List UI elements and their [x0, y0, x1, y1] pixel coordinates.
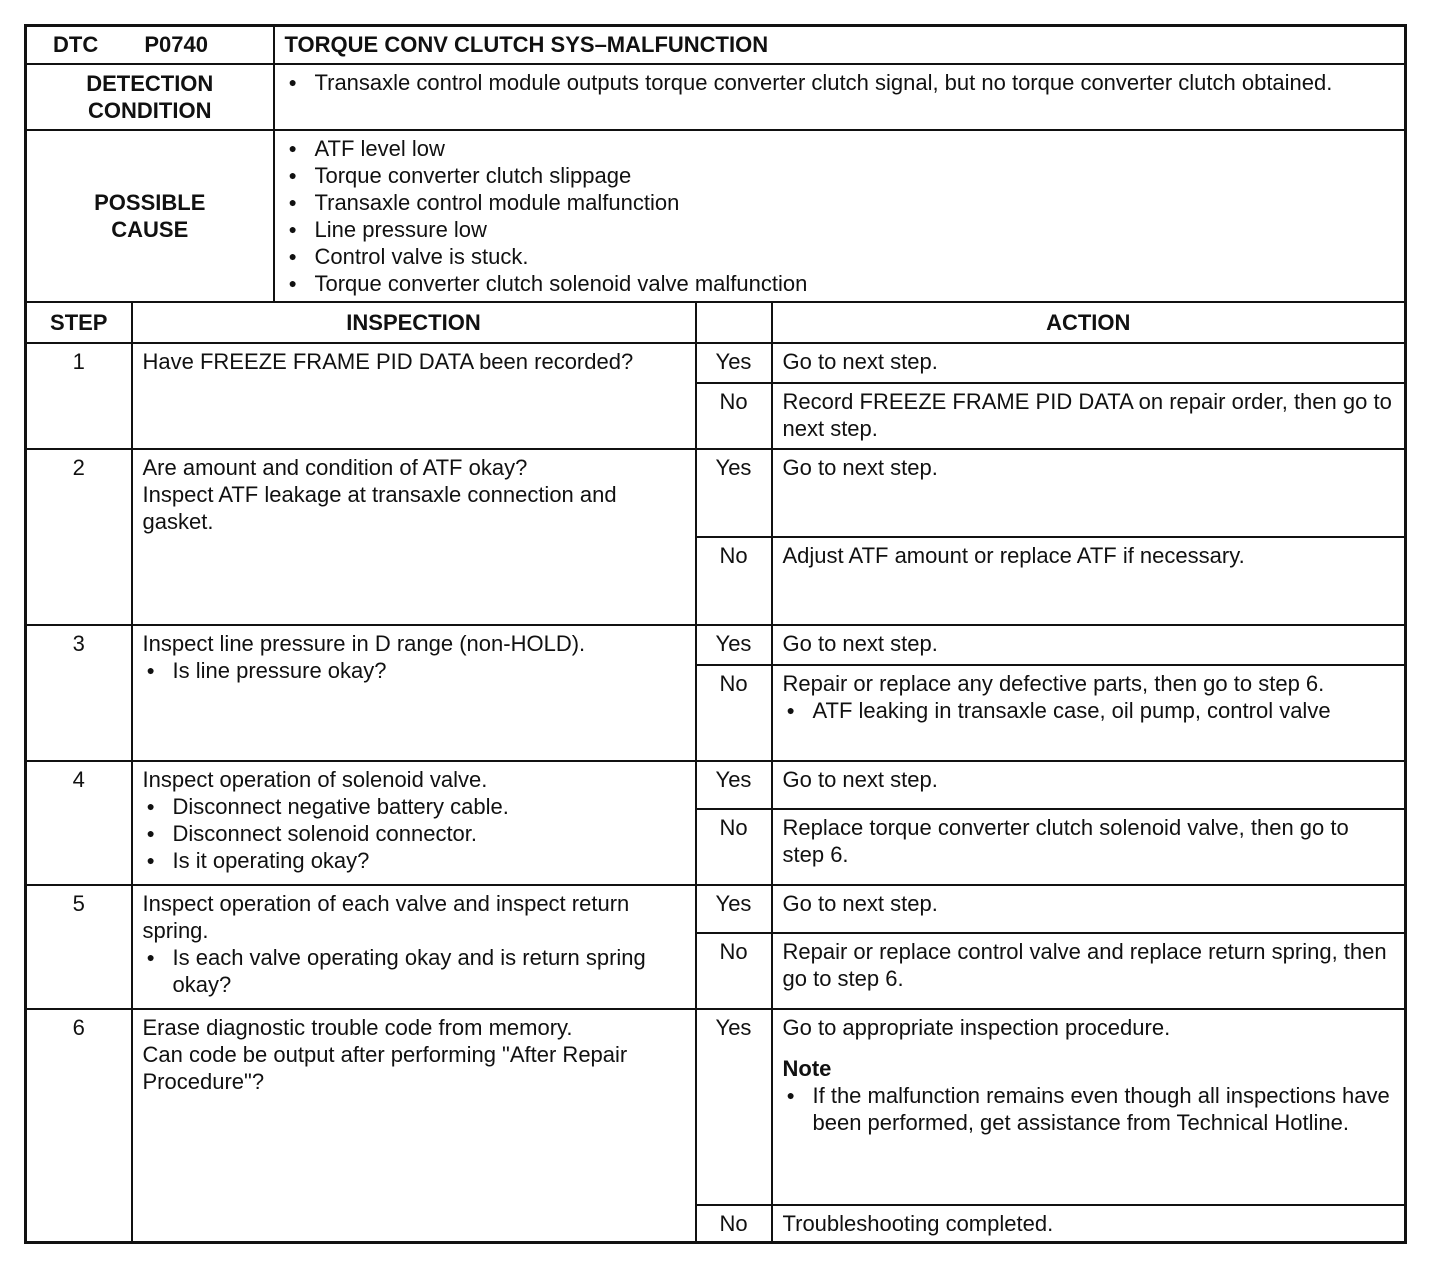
- yes-label: Yes: [696, 625, 772, 665]
- note-bullet: ● If the malfunction remains even though all inspections have been performed, get assistance from Technical Hotline.: [783, 1082, 1395, 1136]
- step-number: 1: [26, 343, 132, 449]
- possible-cause-item: ● Torque converter clutch solenoid valve malfunction: [285, 270, 1395, 297]
- yes-label: Yes: [696, 761, 772, 809]
- no-label: No: [696, 383, 772, 449]
- inspection-bullet: ● Is line pressure okay?: [143, 657, 685, 684]
- inspection-text: Inspect operation of solenoid valve.: [142, 766, 488, 792]
- detection-condition-label: DETECTION CONDITION: [26, 64, 274, 130]
- inspection-text: Erase diagnostic trouble code from memory.: [142, 1014, 573, 1040]
- inspection-text: Are amount and condition of ATF okay?: [142, 454, 528, 480]
- yes-action: [772, 625, 1406, 665]
- steps-body: [26, 343, 1406, 1243]
- inspection-text: Can code be output after performing "After Repair Procedure"?: [142, 1041, 628, 1094]
- possible-cause-item: ● Transaxle control module malfunction: [285, 189, 1395, 216]
- dtc-table: [24, 24, 1407, 1244]
- yes-action: [772, 1009, 1406, 1205]
- dtc-title: TORQUE CONV CLUTCH SYS–MALFUNCTION: [274, 26, 1406, 64]
- no-action: [772, 933, 1406, 1009]
- yes-label: Yes: [696, 885, 772, 933]
- possible-cause-item: ● Control valve is stuck.: [285, 243, 1395, 270]
- yes-action: [772, 885, 1406, 933]
- no-action: [772, 809, 1406, 885]
- step-inspection: [132, 1009, 696, 1243]
- inspection-bullets: [143, 944, 685, 998]
- no-action-text: Replace torque converter clutch solenoid valve, then go to step 6.: [782, 814, 1349, 867]
- detection-condition-cell: [274, 64, 1406, 130]
- possible-cause-cell: [274, 130, 1406, 302]
- col-result-header: [696, 302, 772, 343]
- no-action-text: Repair or replace control valve and replace return spring, then go to step 6.: [782, 938, 1387, 991]
- yes-action-text: Go to next step.: [782, 348, 938, 374]
- yes-action-text: Go to next step.: [782, 766, 938, 792]
- yes-action-text: Go to next step.: [782, 454, 938, 480]
- yes-label: Yes: [696, 1009, 772, 1205]
- step-inspection: [132, 343, 696, 449]
- inspection-text: Inspect line pressure in D range (non-HOLD).: [142, 630, 586, 656]
- no-action-text: Repair or replace any defective parts, then go to step 6.: [782, 670, 1325, 696]
- col-step-header: STEP: [26, 302, 132, 343]
- note-bullets: [783, 1082, 1395, 1136]
- no-action-bullet: ● ATF leaking in transaxle case, oil pump, control valve: [783, 697, 1395, 724]
- inspection-text: Inspect ATF leakage at transaxle connection and gasket.: [142, 481, 617, 534]
- yes-action: [772, 449, 1406, 537]
- no-label: No: [696, 933, 772, 1009]
- no-label: No: [696, 537, 772, 625]
- step-inspection: [132, 885, 696, 1009]
- step-inspection: [132, 625, 696, 761]
- no-label: No: [696, 665, 772, 761]
- inspection-text: Inspect operation of each valve and inspect return spring.: [142, 890, 630, 943]
- possible-cause-label: POSSIBLE CAUSE: [26, 130, 274, 302]
- no-action: [772, 1205, 1406, 1243]
- step-number: 5: [26, 885, 132, 1009]
- col-action-header: ACTION: [772, 302, 1406, 343]
- inspection-bullet: ● Is it operating okay?: [143, 847, 685, 874]
- inspection-bullet: ● Is each valve operating okay and is return spring okay?: [143, 944, 685, 998]
- no-label: No: [696, 1205, 772, 1243]
- no-action-text: Adjust ATF amount or replace ATF if necessary.: [782, 542, 1245, 568]
- detection-condition-item: ● Transaxle control module outputs torque converter clutch signal, but no torque converter clutch obtained.: [285, 69, 1395, 96]
- no-action: [772, 537, 1406, 625]
- diagnostic-sheet: [24, 24, 1404, 1244]
- dtc-code-cell: [26, 26, 274, 64]
- yes-label: Yes: [696, 343, 772, 383]
- col-inspection-header: INSPECTION: [132, 302, 696, 343]
- yes-label: Yes: [696, 449, 772, 537]
- possible-cause-list: [285, 135, 1395, 297]
- detection-condition-list: [285, 69, 1395, 96]
- inspection-bullet: ● Disconnect negative battery cable.: [143, 793, 685, 820]
- step-number: 4: [26, 761, 132, 885]
- possible-cause-item: ● ATF level low: [285, 135, 1395, 162]
- yes-action-text: Go to appropriate inspection procedure.: [782, 1014, 1171, 1040]
- step-inspection: [132, 761, 696, 885]
- inspection-text: Have FREEZE FRAME PID DATA been recorded?: [142, 348, 634, 374]
- inspection-bullets: [143, 657, 685, 684]
- step-inspection: [132, 449, 696, 625]
- yes-action: [772, 343, 1406, 383]
- step-number: 2: [26, 449, 132, 625]
- no-label: No: [696, 809, 772, 885]
- no-action-text: Troubleshooting completed.: [782, 1210, 1054, 1236]
- yes-action-text: Go to next step.: [782, 630, 938, 656]
- yes-action: [772, 761, 1406, 809]
- no-action: [772, 665, 1406, 761]
- possible-cause-item: ● Torque converter clutch slippage: [285, 162, 1395, 189]
- dtc-code: P0740: [144, 32, 208, 58]
- possible-cause-item: ● Line pressure low: [285, 216, 1395, 243]
- no-action-bullets: [783, 697, 1395, 724]
- dtc-label: DTC: [53, 32, 99, 58]
- step-number: 3: [26, 625, 132, 761]
- note-title: Note: [782, 1055, 832, 1081]
- step-number: 6: [26, 1009, 132, 1243]
- no-action-text: Record FREEZE FRAME PID DATA on repair order, then go to next step.: [782, 388, 1392, 441]
- yes-action-text: Go to next step.: [782, 890, 938, 916]
- no-action: [772, 383, 1406, 449]
- inspection-bullet: ● Disconnect solenoid connector.: [143, 820, 685, 847]
- inspection-bullets: [143, 793, 685, 874]
